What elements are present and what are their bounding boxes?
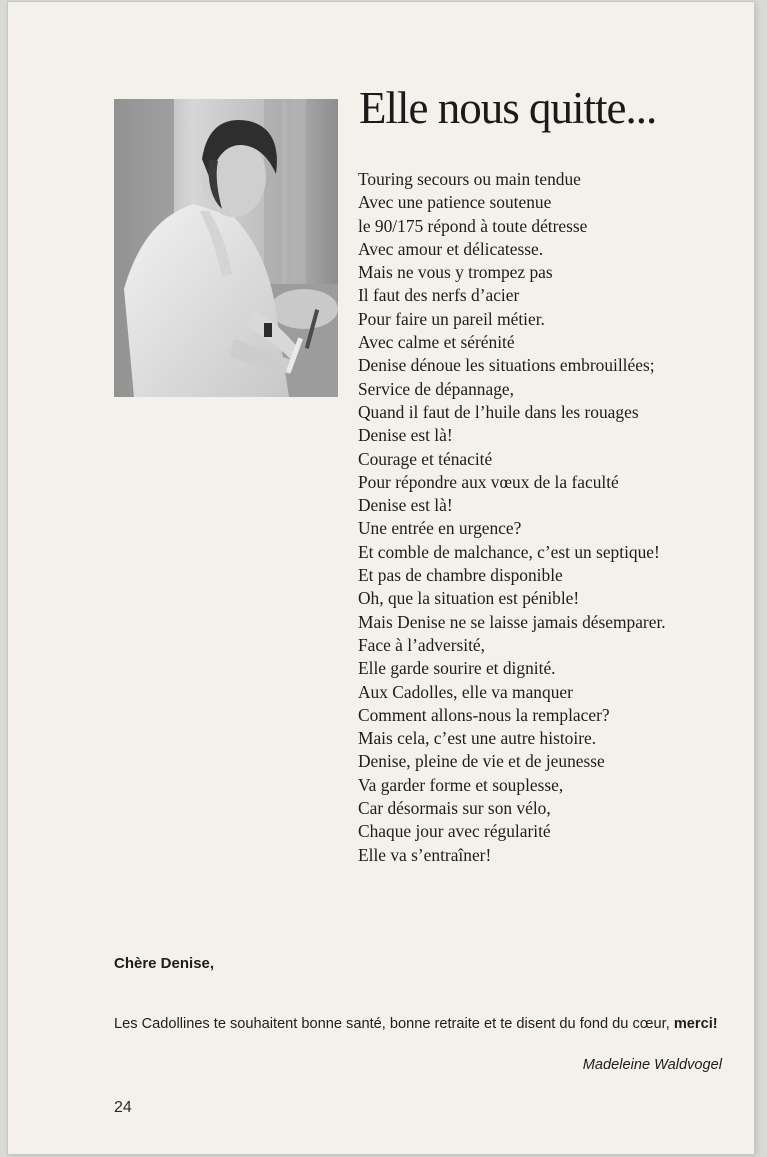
poem-line: Mais Denise ne se laisse jamais désemparer. — [358, 611, 666, 632]
poem-line: Denise dénoue les situations embrouillées; — [358, 355, 655, 376]
poem-line: Avec amour et délicatesse. — [358, 238, 544, 259]
article-title: Elle nous quitte... — [359, 83, 657, 133]
poem-line: Elle va s’entraîner! — [358, 844, 492, 865]
poem-line: Touring secours ou main tendue — [358, 169, 581, 189]
poem-line: Aux Cadolles, elle va manquer — [358, 681, 573, 702]
poem-line: Il faut des nerfs d’acier — [358, 285, 520, 306]
poem — [358, 168, 666, 867]
poem-line: Service de dépannage, — [358, 378, 514, 399]
letter-message — [114, 1014, 722, 1035]
poem-line: Mais cela, c’est une autre histoire. — [358, 728, 597, 749]
poem-line: Et comble de malchance, c’est un septique! — [358, 541, 660, 562]
poem-line: Denise, pleine de vie et de jeunesse — [358, 751, 605, 772]
poem-line: le 90/175 répond à toute détresse — [358, 215, 588, 236]
poem-line: Et pas de chambre disponible — [358, 565, 563, 586]
letter-message-thanks: merci! — [673, 1016, 718, 1032]
letter-signature: Madeleine Waldvogel — [582, 1057, 722, 1073]
poem-line: Mais ne vous y trompez pas — [358, 262, 553, 283]
poem-line: Une entrée en urgence? — [358, 518, 522, 539]
poem-line: Denise est là! — [358, 495, 453, 516]
page-number: 24 — [114, 1099, 132, 1116]
portrait-photo — [114, 99, 338, 397]
poem-line: Denise est là! — [358, 425, 453, 446]
poem-line: Avec une patience soutenue — [358, 192, 552, 213]
poem-line: Va garder forme et souplesse, — [358, 774, 564, 795]
letter-salutation: Chère Denise, — [114, 955, 215, 972]
poem-line: Comment allons-nous la remplacer? — [358, 704, 610, 725]
poem-line: Pour répondre aux vœux de la faculté — [358, 471, 619, 492]
letter-message-text: Les Cadollines te souhaitent bonne santé, bonne retraite et te disent du fond du cœur, — [114, 1016, 670, 1032]
poem-line: Pour faire un pareil métier. — [358, 308, 545, 329]
poem-line: Quand il faut de l’huile dans les rouages — [358, 401, 639, 422]
poem-line: Oh, que la situation est pénible! — [358, 588, 580, 609]
poem-line: Elle garde sourire et dignité. — [358, 658, 556, 679]
document-page — [8, 2, 754, 1154]
poem-line: Car désormais sur son vélo, — [358, 798, 551, 819]
portrait-photo-image — [114, 99, 338, 397]
poem-line: Avec calme et sérénité — [358, 332, 515, 353]
poem-line: Face à l’adversité, — [358, 634, 485, 655]
poem-line: Courage et ténacité — [358, 448, 493, 469]
poem-line: Chaque jour avec régularité — [358, 821, 551, 842]
